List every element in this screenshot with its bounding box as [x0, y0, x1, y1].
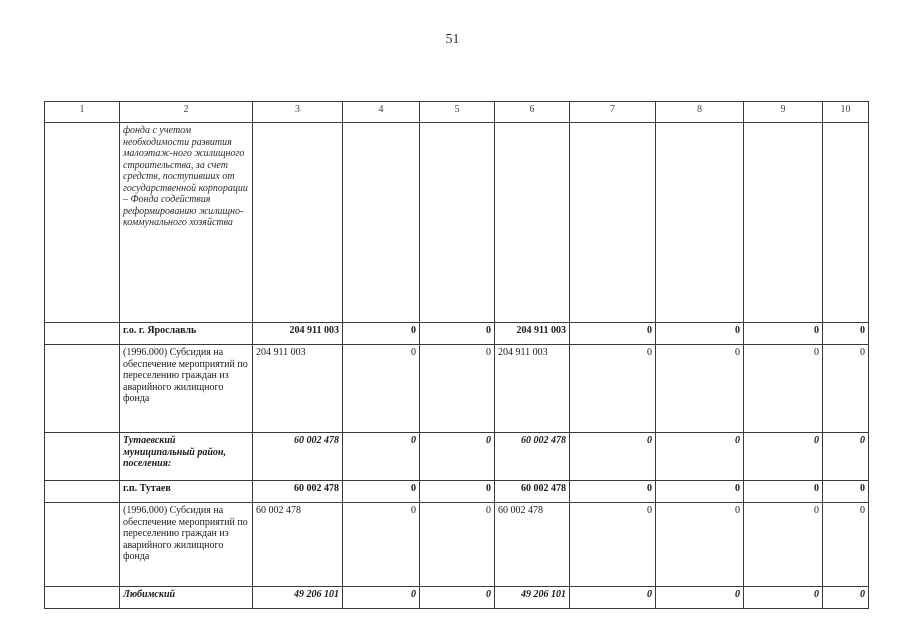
table-cell: 0 [744, 323, 823, 345]
table-cell: 49 206 101 [495, 587, 570, 609]
table-cell: 0 [420, 481, 495, 503]
table-cell: 0 [823, 323, 869, 345]
table-cell: 60 002 478 [253, 481, 343, 503]
table-cell: 204 911 003 [253, 345, 343, 433]
table-cell [656, 123, 744, 323]
table-cell [45, 433, 120, 481]
table-cell: 0 [656, 345, 744, 433]
table-row [45, 587, 869, 609]
table-cell: 0 [570, 503, 656, 587]
table-cell: 0 [570, 345, 656, 433]
table-cell: 0 [343, 323, 420, 345]
table-cell [253, 123, 343, 323]
table-cell [343, 123, 420, 323]
table-cell [45, 345, 120, 433]
table-row [45, 503, 869, 587]
table-cell [495, 123, 570, 323]
table-cell: 60 002 478 [495, 481, 570, 503]
table-cell: 60 002 478 [495, 433, 570, 481]
table-row [45, 323, 869, 345]
row-description: (1996.000) Субсидия на обеспечение мероприятий по переселению граждан из аварийного жилищного фонда [120, 345, 253, 433]
row-description: г.п. Тутаев [120, 481, 253, 503]
table-cell [45, 503, 120, 587]
row-description: Тутаевский муниципальный район, поселения: [120, 433, 253, 481]
table-cell: 0 [823, 345, 869, 433]
table-cell: 0 [420, 345, 495, 433]
table-cell [45, 587, 120, 609]
table-cell: 0 [823, 503, 869, 587]
table-row [45, 123, 869, 323]
table-cell: 0 [656, 587, 744, 609]
table-cell [45, 323, 120, 345]
column-header: 9 [744, 102, 823, 123]
column-header: 2 [120, 102, 253, 123]
table-cell: 0 [343, 433, 420, 481]
table-cell: 0 [420, 503, 495, 587]
table-cell [420, 123, 495, 323]
table-cell: 0 [656, 323, 744, 345]
table-cell: 0 [823, 587, 869, 609]
table-header-row [45, 102, 869, 123]
page-number: 51 [445, 32, 460, 47]
table-cell: 0 [656, 503, 744, 587]
row-description: фонда с учетом необходимости развития малоэтаж-ного жилищного строительства, за счет средств, поступивших от государственной корпорации – Фонда содействия реформированию жилищно-коммунального хозяйства [120, 123, 253, 323]
table-cell [45, 481, 120, 503]
table-cell: 60 002 478 [253, 503, 343, 587]
table-cell: 0 [343, 587, 420, 609]
column-header: 6 [495, 102, 570, 123]
table-cell: 0 [744, 345, 823, 433]
table-cell: 0 [570, 323, 656, 345]
budget-table [44, 101, 869, 609]
table-cell: 0 [570, 587, 656, 609]
table-row [45, 433, 869, 481]
column-header: 7 [570, 102, 656, 123]
table-row [45, 345, 869, 433]
column-header: 3 [253, 102, 343, 123]
table-cell: 49 206 101 [253, 587, 343, 609]
column-header: 8 [656, 102, 744, 123]
column-header: 4 [343, 102, 420, 123]
table-cell [570, 123, 656, 323]
table-cell: 204 911 003 [495, 323, 570, 345]
table-cell: 60 002 478 [495, 503, 570, 587]
table-cell: 0 [744, 481, 823, 503]
table-cell: 0 [420, 587, 495, 609]
table-cell: 0 [343, 481, 420, 503]
column-header: 1 [45, 102, 120, 123]
table-row [45, 481, 869, 503]
column-header: 10 [823, 102, 869, 123]
table-cell: 0 [823, 481, 869, 503]
table-cell: 0 [420, 323, 495, 345]
table-cell: 0 [656, 481, 744, 503]
table-cell: 0 [744, 587, 823, 609]
table-cell: 0 [656, 433, 744, 481]
table-cell: 0 [420, 433, 495, 481]
table-cell: 204 911 003 [495, 345, 570, 433]
table-cell: 204 911 003 [253, 323, 343, 345]
row-description: (1996.000) Субсидия на обеспечение мероприятий по переселению граждан из аварийного жилищного фонда [120, 503, 253, 587]
table-cell: 0 [823, 433, 869, 481]
table-cell: 0 [570, 481, 656, 503]
row-description: г.о. г. Ярославль [120, 323, 253, 345]
table-cell: 0 [744, 433, 823, 481]
table-cell [823, 123, 869, 323]
table-cell [45, 123, 120, 323]
table-cell: 0 [343, 345, 420, 433]
table-cell: 0 [744, 503, 823, 587]
table-cell: 0 [570, 433, 656, 481]
table-cell: 0 [343, 503, 420, 587]
row-description: Любимский [120, 587, 253, 609]
table-cell [744, 123, 823, 323]
column-header: 5 [420, 102, 495, 123]
table-cell: 60 002 478 [253, 433, 343, 481]
